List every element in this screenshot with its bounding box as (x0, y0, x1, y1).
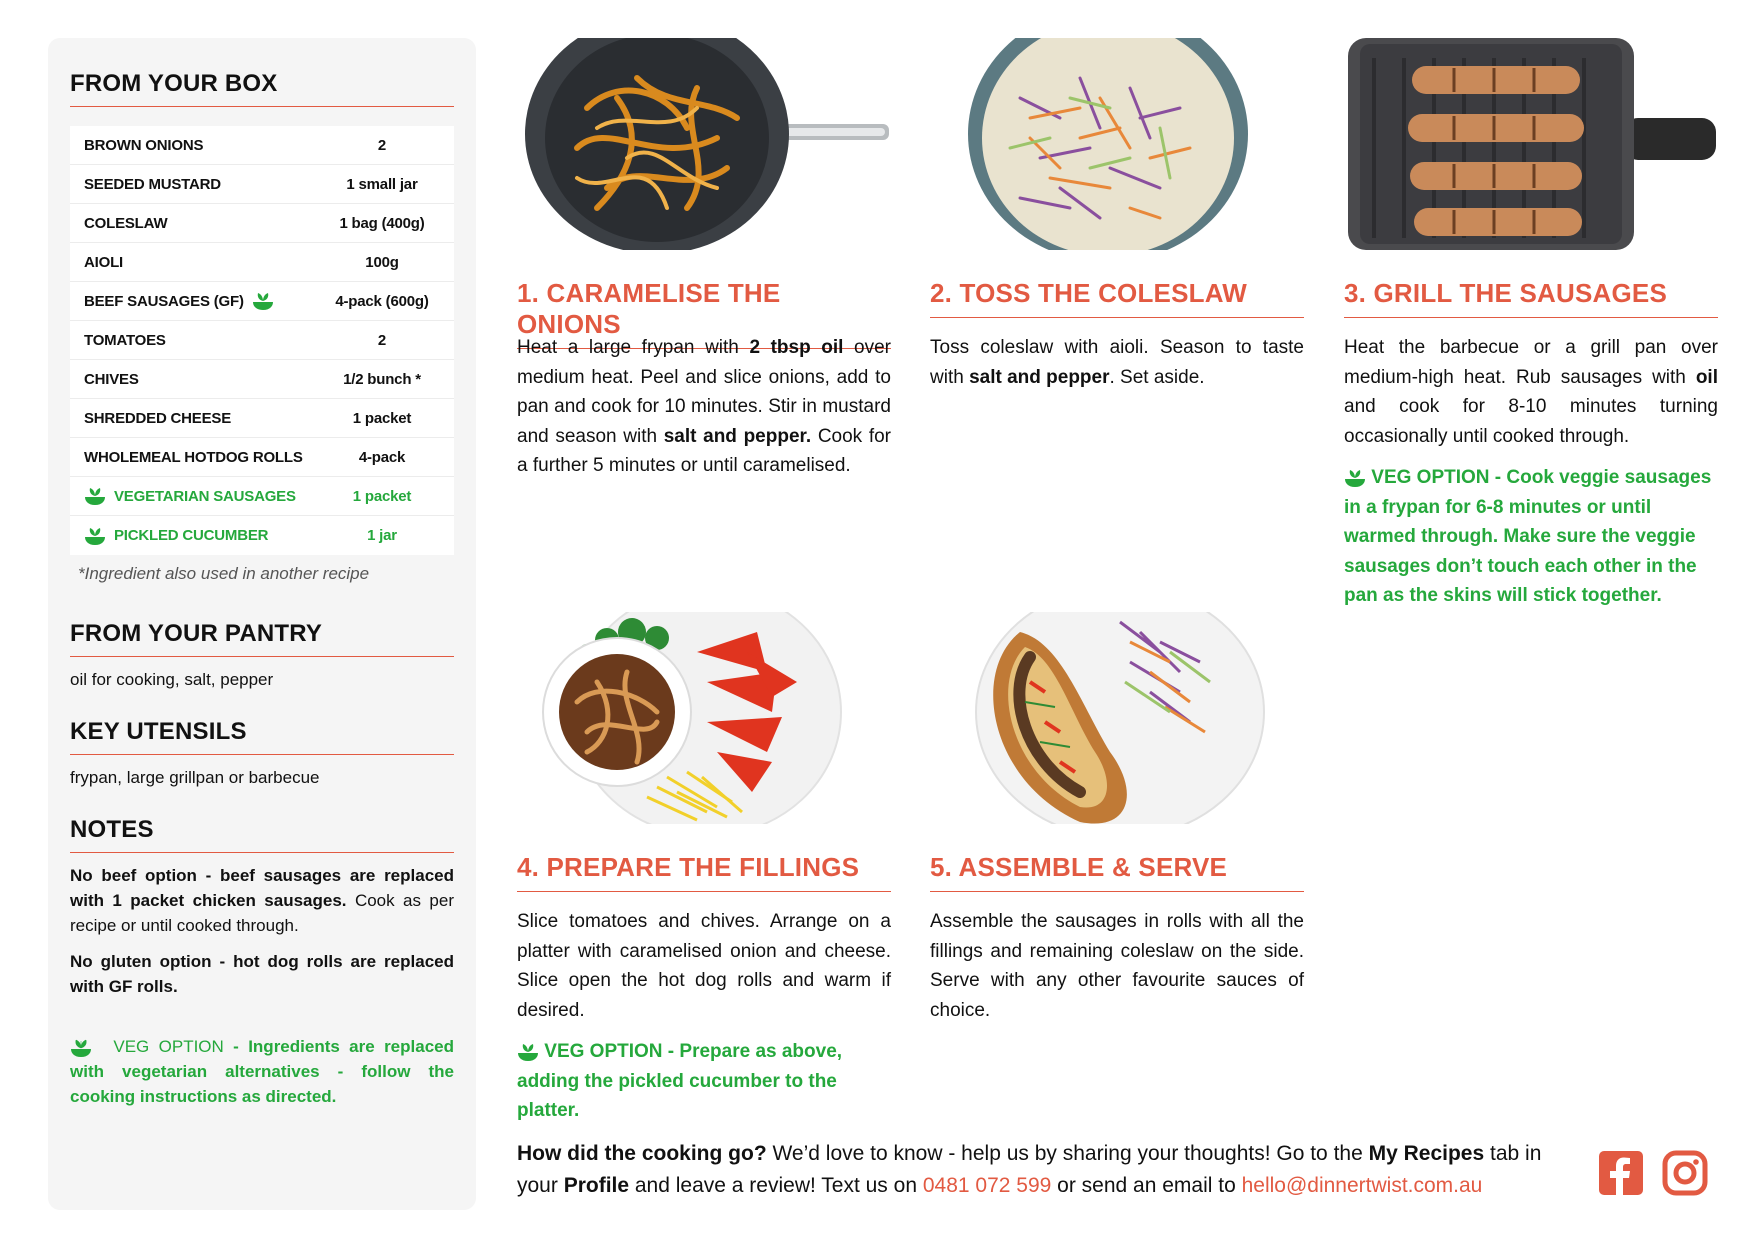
veg-leaf-icon (84, 486, 106, 506)
ingredient-name-text: WHOLEMEAL HOTDOG ROLLS (84, 448, 303, 466)
step-3-veg-option (1344, 463, 1718, 611)
footer-my-recipes: My Recipes (1368, 1142, 1485, 1165)
step-1-bold-oil: 2 tbsp oil (749, 337, 844, 358)
ingredient-qty: 1/2 bunch * (343, 370, 421, 388)
ingredient-row (70, 282, 454, 321)
ingredient-row (70, 477, 454, 516)
ingredient-name (70, 486, 310, 506)
step-3-title: 3. GRILL THE SAUSAGES (1344, 278, 1718, 318)
step-3-photo (1344, 38, 1716, 250)
ingredient-name (70, 332, 310, 349)
ingredient-name-text: PICKLED CUCUMBER (114, 527, 269, 544)
ingredient-qty: 1 packet (352, 487, 412, 505)
from-your-box-heading: FROM YOUR BOX (70, 70, 454, 107)
step-4-veg-option (517, 1037, 891, 1126)
ingredient-name-text: SHREDDED CHEESE (84, 409, 232, 427)
footer-phone-link[interactable]: 0481 072 599 (922, 1174, 1052, 1197)
footer-text-2: tab in your (517, 1142, 1542, 1197)
ingredient-name (70, 410, 310, 427)
ingredient-name (70, 176, 310, 193)
step-3-text-b: and cook for 8-10 minutes turning occasionally until cooked through. (1344, 396, 1718, 447)
step-3-body (1344, 333, 1718, 451)
note-no-gluten-bold: No gluten option - hot dog rolls are replaced with GF rolls. (70, 952, 454, 996)
step-4-photo (517, 612, 889, 824)
ingredient-row (70, 399, 454, 438)
facebook-icon[interactable] (1598, 1150, 1644, 1196)
ingredient-qty: 1 jar (367, 527, 397, 544)
ingredient-row (70, 516, 454, 555)
veg-leaf-icon (70, 1038, 92, 1058)
ingredient-qty: 4-pack (358, 448, 406, 466)
ingredient-name (70, 254, 310, 271)
notes-heading: NOTES (70, 816, 454, 853)
ingredient-row (70, 360, 454, 399)
ingredient-row (70, 165, 454, 204)
ingredient-name-text: AIOLI (84, 253, 123, 271)
veg-leaf-icon (517, 1042, 539, 1062)
note-veg-option (70, 1034, 454, 1109)
step-3-veg-text: VEG OPTION - Cook veggie sausages in a frypan for 6-8 minutes or until warmed through. Make sure the veggie sausages don’t touch each other in the pan as the skins will stick together. (1344, 467, 1712, 606)
step-4-title: 4. PREPARE THE FILLINGS (517, 852, 891, 892)
step-4-text: Slice tomatoes and chives. Arrange on a platter with caramelised onion and cheese. Slice open the hot dog rolls and warm if desired. (517, 911, 891, 1021)
ingredient-qty: 1 small jar (346, 175, 418, 193)
ingredient-name-text: BROWN ONIONS (84, 136, 204, 154)
veg-leaf-icon (84, 526, 106, 546)
step-2-bold-salt: salt and pepper (969, 366, 1110, 388)
footer-text-3: and leave a review! Text us on (629, 1174, 923, 1197)
step-5-title: 5. ASSEMBLE & SERVE (930, 852, 1304, 892)
step-3-text-a: Heat the barbecue or a grill pan over medium-high heat. Rub sausages with (1344, 337, 1718, 388)
note-no-gluten (70, 949, 454, 999)
ingredient-name (70, 215, 310, 232)
step-1-text-b: over medium heat. Peel and slice onions, add to pan and cook for 10 minutes. Stir in mustard and season with (517, 337, 891, 447)
ingredient-name (70, 371, 310, 388)
note-no-beef-rest: Cook as per recipe or until cooked through. (70, 891, 455, 935)
ingredient-name-text: TOMATOES (84, 331, 166, 349)
ingredient-name-text: COLESLAW (84, 214, 168, 232)
step-2-photo (930, 38, 1302, 250)
step-1-bold-salt: salt and pepper. (663, 425, 812, 447)
note-no-beef-bold: No beef option - beef sausages are replaced with 1 packet chicken sausages. (70, 866, 454, 910)
from-your-pantry-heading: FROM YOUR PANTRY (70, 620, 454, 657)
ingredient-name-text: SEEDED MUSTARD (84, 175, 221, 193)
step-2-text-b: . Set aside. (1109, 366, 1205, 388)
ingredient-qty: 2 (377, 331, 387, 349)
step-3-bold-oil: oil (1695, 366, 1718, 388)
step-1-text-c: Cook for a further 5 minutes or until caramelised. (517, 425, 892, 476)
ingredient-row (70, 243, 454, 282)
ingredient-row (70, 438, 454, 477)
step-5-text: Assemble the sausages in rolls with all the fillings and remaining coleslaw on the side. Serve with any other favourite sauces of choice. (930, 911, 1304, 1021)
footer-text-4: or send an email to (1051, 1174, 1242, 1197)
pantry-text: oil for cooking, salt, pepper (70, 670, 274, 689)
footer-profile: Profile (563, 1174, 630, 1197)
ingredient-name-text: VEGETARIAN SAUSAGES (114, 487, 296, 505)
utensils-text: frypan, large grillpan or barbecue (70, 768, 320, 787)
ingredient-row (70, 126, 454, 165)
ingredient-name (70, 449, 310, 466)
ingredient-name-text: BEEF SAUSAGES (GF) (84, 292, 244, 310)
veg-leaf-icon (1344, 468, 1366, 488)
note-no-beef (70, 863, 454, 938)
ingredients-table (70, 126, 454, 555)
step-1-title: 1. CARAMELISE THE ONIONS (517, 278, 891, 349)
instagram-icon[interactable] (1662, 1150, 1708, 1196)
ingredient-name (70, 526, 310, 546)
footer-email-link[interactable]: hello@dinnertwist.com.au (1241, 1174, 1483, 1197)
feedback-footer (517, 1138, 1577, 1202)
step-1-text-a: Heat a large frypan with (517, 337, 750, 358)
step-2-body (930, 333, 1304, 392)
ingredient-qty: 100g (365, 253, 399, 271)
note-veg-rest: - Ingredients are replaced with vegetarian alternatives - follow the cooking instructions as directed. (70, 1037, 454, 1106)
step-5-body (930, 907, 1304, 1025)
ingredient-name (70, 291, 310, 311)
veg-leaf-icon (252, 291, 274, 311)
step-5-photo (930, 612, 1302, 824)
footer-question: How did the cooking go? (517, 1142, 767, 1165)
ingredients-sidebar (48, 38, 476, 1210)
step-4-veg-text: VEG OPTION - Prepare as above, adding the pickled cucumber to the platter. (517, 1041, 843, 1121)
ingredient-name-text: CHIVES (84, 370, 139, 388)
ingredient-row (70, 204, 454, 243)
note-veg-prefix: VEG OPTION (113, 1037, 224, 1056)
step-1-body (517, 333, 891, 481)
footer-text-1: We’d love to know - help us by sharing your thoughts! Go to the (766, 1142, 1369, 1165)
ingredient-footnote: *Ingredient also used in another recipe (78, 564, 370, 583)
ingredient-name (70, 137, 310, 154)
ingredient-qty: 1 packet (352, 409, 412, 427)
ingredient-row (70, 321, 454, 360)
step-1-photo (517, 38, 889, 250)
ingredient-qty: 2 (377, 136, 387, 154)
step-4-body (517, 907, 891, 1025)
step-2-title: 2. TOSS THE COLESLAW (930, 278, 1304, 318)
key-utensils-heading: KEY UTENSILS (70, 718, 454, 755)
ingredient-qty: 4-pack (600g) (335, 292, 429, 310)
ingredient-qty: 1 bag (400g) (339, 214, 425, 232)
step-2-text-a: Toss coleslaw with aioli. Season to taste with (930, 337, 1304, 388)
